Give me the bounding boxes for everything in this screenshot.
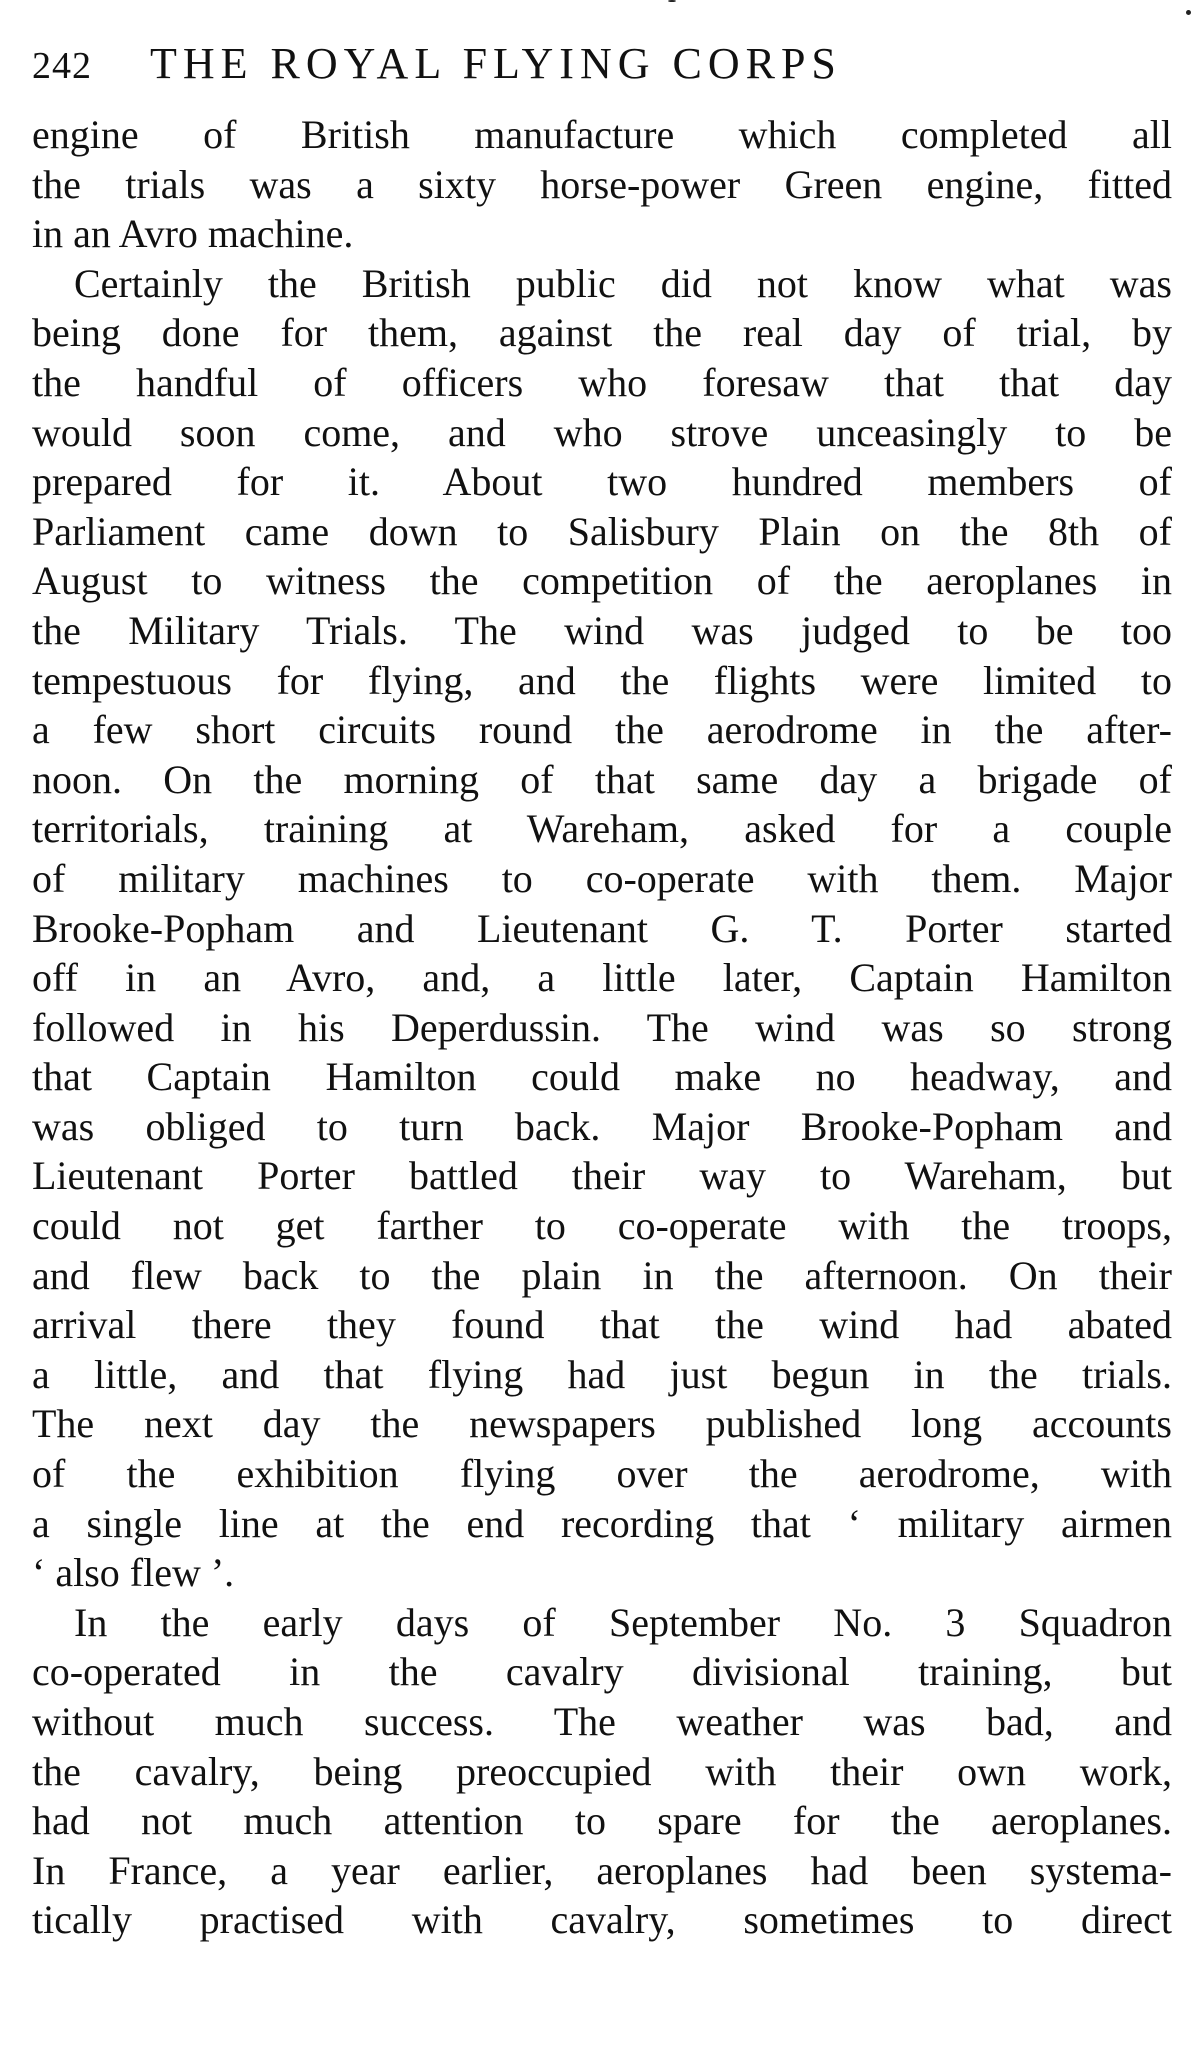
paragraph-1: [32, 110, 1172, 259]
page-number: 242: [32, 45, 92, 87]
text-line: Lieutenant Porter battled their way to Wareham, but: [32, 1153, 1172, 1199]
text-line: engine of British manufacture which completed all: [32, 112, 1172, 157]
text-line: noon. On the morning of that same day a brigade of: [32, 756, 1172, 802]
text-line: In the early days of September No. 3 Squadron: [74, 1599, 1172, 1645]
text-line: a single line at the end recording that ‘ military airmen: [32, 1500, 1172, 1546]
text-line: prepared for it. About two hundred members of: [32, 459, 1172, 505]
text-line: could not get farther to co-operate with the troops,: [32, 1203, 1172, 1249]
text-line: the trials was a sixty horse-power Green engine, fitted: [32, 161, 1172, 207]
text-line: had not much attention to spare for the aeroplanes.: [32, 1798, 1172, 1844]
paragraph-3: [32, 1598, 1172, 1945]
text-line: Certainly the British public did not know what was: [74, 260, 1172, 306]
text-line: that Captain Hamilton could make no headway, and: [32, 1054, 1172, 1100]
text-line: tempestuous for flying, and the flights were limited to: [32, 657, 1172, 703]
running-title: THE ROYAL FLYING CORPS: [150, 39, 842, 88]
print-speck: [668, 0, 676, 2]
text-line: a little, and that flying had just begun in the trials.: [32, 1351, 1172, 1397]
text-line: territorials, training at Wareham, asked for a couple: [32, 806, 1172, 852]
print-speck: [1186, 10, 1191, 15]
text-line: ‘ also flew ’.: [32, 1550, 235, 1596]
text-line: being done for them, against the real day of trial, by: [32, 310, 1172, 356]
text-line: a few short circuits round the aerodrome in the after-: [32, 707, 1172, 753]
text-line: Brooke-Popham and Lieutenant G. T. Porter started: [32, 905, 1172, 951]
text-line: of the exhibition flying over the aerodrome, with: [32, 1451, 1172, 1497]
text-line: August to witness the competition of the aeroplanes in: [32, 558, 1172, 604]
running-head: [32, 38, 1172, 110]
text-line: and flew back to the plain in the afternoon. On their: [32, 1252, 1172, 1298]
text-line: without much success. The weather was bad, and: [32, 1699, 1172, 1744]
text-line: off in an Avro, and, a little later, Captain Hamilton: [32, 955, 1172, 1001]
body-text: [32, 110, 1172, 1945]
text-line: tically practised with cavalry, sometimes to direct: [32, 1897, 1172, 1943]
text-line: co-operated in the cavalry divisional training, but: [32, 1649, 1172, 1695]
text-line: followed in his Deperdussin. The wind was so strong: [32, 1004, 1172, 1050]
text-line: arrival there they found that the wind had abated: [32, 1302, 1172, 1348]
text-line: would soon come, and who strove unceasingly to be: [32, 409, 1172, 455]
text-line: in an Avro machine.: [32, 211, 354, 257]
text-line: Parliament came down to Salisbury Plain on the 8th of: [32, 508, 1172, 554]
paragraph-2: [32, 259, 1172, 1598]
text-line: The next day the newspapers published long accounts: [32, 1401, 1172, 1447]
text-line: the cavalry, being preoccupied with their own work,: [32, 1748, 1172, 1794]
text-line: was obliged to turn back. Major Brooke-Popham and: [32, 1103, 1172, 1149]
text-line: the Military Trials. The wind was judged to be too: [32, 607, 1172, 653]
text-line: In France, a year earlier, aeroplanes had been systema-: [32, 1847, 1172, 1893]
text-line: of military machines to co-operate with them. Major: [32, 855, 1172, 901]
text-line: the handful of officers who foresaw that that day: [32, 359, 1172, 405]
book-page: [32, 38, 1172, 1945]
